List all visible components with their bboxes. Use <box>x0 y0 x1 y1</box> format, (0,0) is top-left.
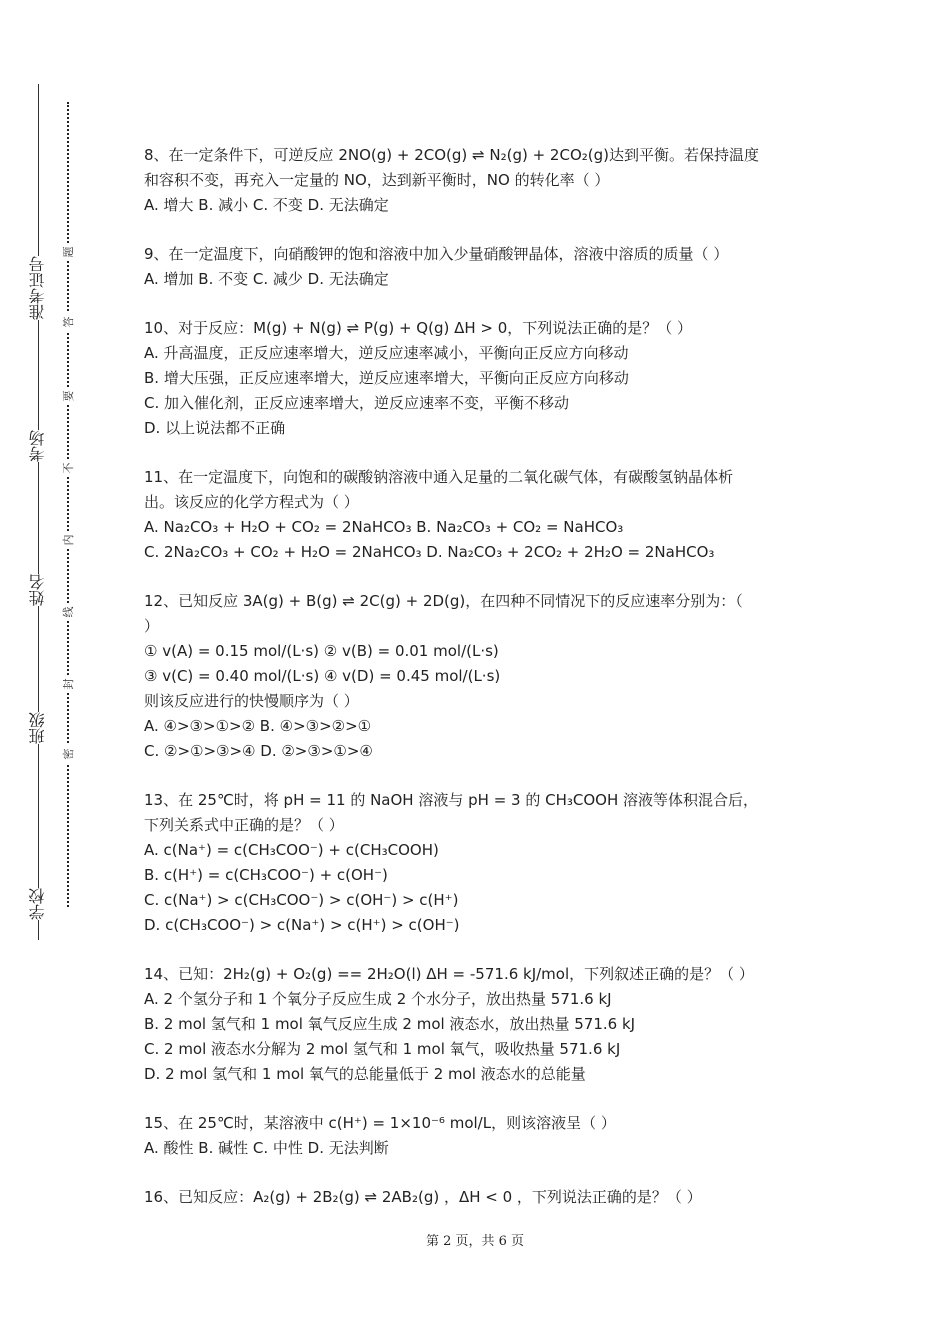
binding-line <box>38 84 39 940</box>
name-label: 姓名 <box>24 574 52 606</box>
school-label: 学校 <box>24 888 52 920</box>
answer-options: A. 增大 B. 减小 C. 不变 D. 无法确定 <box>144 196 389 214</box>
question-line: 出。该反应的化学方程式为（ ） <box>144 493 359 511</box>
seal-char: 封 <box>60 675 76 693</box>
rate-condition: ① v(A) = 0.15 mol/(L·s) ② v(B) = 0.01 mol/(L·s) <box>144 642 499 660</box>
class-label: 班级 <box>24 712 52 744</box>
question-8 <box>144 143 824 218</box>
answer-options: C. ②>①>③>④ D. ②>③>①>④ <box>144 742 373 760</box>
seal-char: 答 <box>60 313 76 331</box>
exam-room-label: 考场 <box>24 430 52 462</box>
question-line: 13、在 25℃时，将 pH = 11 的 NaOH 溶液与 pH = 3 的 CH₃COOH 溶液等体积混合后， <box>144 791 759 809</box>
option-b: B. 2 mol 氢气和 1 mol 氧气反应生成 2 mol 液态水，放出热量 571.6 kJ <box>144 1015 636 1033</box>
question-line: 12、已知反应 3A(g) + B(g) ⇌ 2C(g) + 2D(g)，在四种不同情况下的反应速率分别为：（ <box>144 592 743 610</box>
option-a: A. 2 个氢分子和 1 个氧分子反应生成 2 个水分子，放出热量 571.6 kJ <box>144 990 612 1008</box>
option-a: A. 升高温度，正反应速率增大，逆反应速率减小，平衡向正反应方向移动 <box>144 344 629 362</box>
question-10 <box>144 316 824 441</box>
question-11 <box>144 465 824 565</box>
option-b: B. 增大压强，正反应速率增大，逆反应速率增大，平衡向正反应方向移动 <box>144 369 629 387</box>
seal-char: 线 <box>60 603 76 621</box>
exam-number-label: 准考证号 <box>24 256 52 320</box>
option-c: C. 2 mol 液态水分解为 2 mol 氢气和 1 mol 氧气，吸收热量 571.6 kJ <box>144 1040 621 1058</box>
option-d: D. 以上说法都不正确 <box>144 419 286 437</box>
answer-options: A. 增加 B. 不变 C. 减少 D. 无法确定 <box>144 270 389 288</box>
option-c: C. 加入催化剂，正反应速率增大，逆反应速率不变，平衡不移动 <box>144 394 570 412</box>
answer-options: C. 2Na₂CO₃ + CO₂ + H₂O = 2NaHCO₃ D. Na₂CO₃ + 2CO₂ + 2H₂O = 2NaHCO₃ <box>144 543 715 561</box>
seal-char: 不 <box>60 459 76 477</box>
rate-condition: ③ v(C) = 0.40 mol/(L·s) ④ v(D) = 0.45 mol/(L·s) <box>144 667 501 685</box>
question-line: 8、在一定条件下，可逆反应 2NO(g) + 2CO(g) ⇌ N₂(g) + 2CO₂(g)达到平衡。若保持温度 <box>144 146 759 164</box>
seal-char: 题 <box>60 243 76 261</box>
question-line: 和容积不变，再充入一定量的 NO，达到新平衡时，NO 的转化率（ ） <box>144 171 610 189</box>
question-15 <box>144 1111 824 1161</box>
question-12 <box>144 589 824 764</box>
question-line: 下列关系式中正确的是？（ ） <box>144 816 344 834</box>
seal-char: 内 <box>60 531 76 549</box>
question-list <box>144 143 824 1234</box>
question-line: 则该反应进行的快慢顺序为（ ） <box>144 692 359 710</box>
seal-dotted-line <box>67 102 69 907</box>
question-line: 11、在一定温度下，向饱和的碳酸钠溶液中通入足量的二氧化碳气体，有碳酸氢钠晶体析 <box>144 468 734 486</box>
question-16 <box>144 1185 824 1210</box>
answer-options: A. ④>③>①>② B. ④>③>②>① <box>144 717 372 735</box>
option-b: B. c(H⁺) = c(CH₃COO⁻) + c(OH⁻) <box>144 866 388 884</box>
question-line: ） <box>144 617 160 635</box>
question-line: 9、在一定温度下，向硝酸钾的饱和溶液中加入少量硝酸钾晶体，溶液中溶质的质量（ ） <box>144 245 729 263</box>
option-d: D. 2 mol 氢气和 1 mol 氧气的总能量低于 2 mol 液态水的总能量 <box>144 1065 586 1083</box>
seal-char: 要 <box>60 387 76 405</box>
question-14 <box>144 962 824 1087</box>
question-line: 16、已知反应：A₂(g) + 2B₂(g) ⇌ 2AB₂(g) ，ΔH < 0 ，下列说法正确的是？（ ） <box>144 1188 702 1206</box>
answer-options: A. 酸性 B. 碱性 C. 中性 D. 无法判断 <box>144 1139 389 1157</box>
question-line: 14、已知：2H₂(g) + O₂(g) == 2H₂O(l) ΔH = -571.6 kJ/mol，下列叙述正确的是？（ ） <box>144 965 754 983</box>
option-d: D. c(CH₃COO⁻) > c(Na⁺) > c(H⁺) > c(OH⁻) <box>144 916 460 934</box>
option-a: A. c(Na⁺) = c(CH₃COO⁻) + c(CH₃COOH) <box>144 841 439 859</box>
seal-char: 密 <box>60 745 76 763</box>
question-9 <box>144 242 824 292</box>
question-line: 10、对于反应：M(g) + N(g) ⇌ P(g) + Q(g) ΔH > 0，下列说法正确的是？（ ） <box>144 319 693 337</box>
answer-options: A. Na₂CO₃ + H₂O + CO₂ = 2NaHCO₃ B. Na₂CO₃ + CO₂ = NaHCO₃ <box>144 518 624 536</box>
question-13 <box>144 788 824 938</box>
option-c: C. c(Na⁺) > c(CH₃COO⁻) > c(OH⁻) > c(H⁺) <box>144 891 459 909</box>
question-line: 15、在 25℃时，某溶液中 c(H⁺) = 1×10⁻⁶ mol/L，则该溶液呈（ ） <box>144 1114 616 1132</box>
page-number: 第 2 页，共 6 页 <box>425 1234 525 1249</box>
